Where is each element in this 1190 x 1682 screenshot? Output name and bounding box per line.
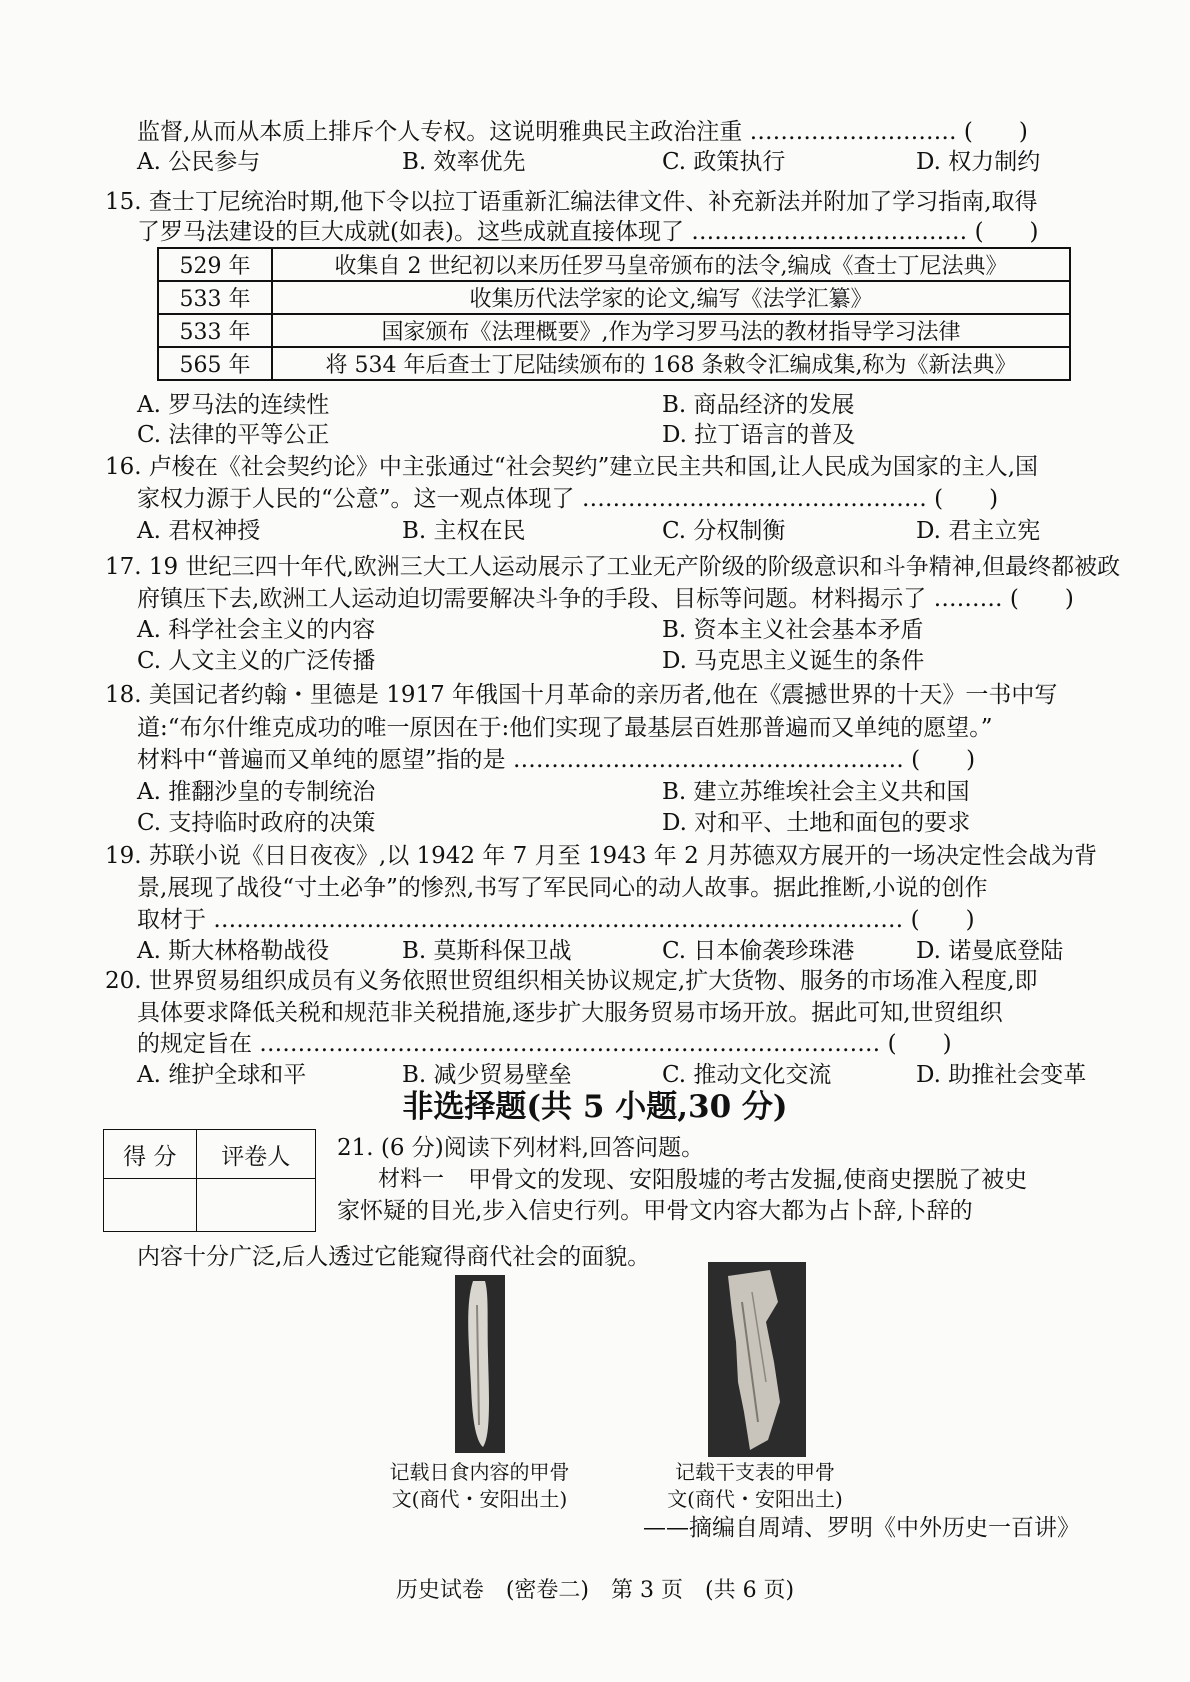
q20-option-c[interactable]: C. 推动文化交流 xyxy=(662,1062,832,1088)
q21-material-line3: 内容十分广泛,后人透过它能窥得商代社会的面貌。 xyxy=(137,1244,651,1270)
q15-option-b[interactable]: B. 商品经济的发展 xyxy=(662,392,855,418)
q16-option-c[interactable]: C. 分权制衡 xyxy=(662,518,786,544)
q18-option-b[interactable]: B. 建立苏维埃社会主义共和国 xyxy=(662,779,970,805)
table-row xyxy=(158,281,1070,314)
q20-option-d[interactable]: D. 助推社会变革 xyxy=(916,1062,1087,1088)
q17-option-c[interactable]: C. 人文主义的广泛传播 xyxy=(137,648,376,674)
q14-option-b[interactable]: B. 效率优先 xyxy=(402,149,526,175)
caption-eclipse-line2: 文(商代・安阳出土) xyxy=(391,1487,568,1511)
q18-line3: 材料中“普遍而又单纯的愿望”指的是 …………………………………………… ( ) xyxy=(137,747,976,773)
q20-line1: 20. 世界贸易组织成员有义务依照世贸组织相关协议规定,扩大货物、服务的市场准入程度,即 xyxy=(105,968,1038,994)
score-cell[interactable] xyxy=(104,1179,197,1232)
q16-option-d[interactable]: D. 君主立宪 xyxy=(916,518,1041,544)
q19-option-b[interactable]: B. 莫斯科保卫战 xyxy=(402,938,572,964)
q14-option-a[interactable]: A. 公民参与 xyxy=(137,149,261,175)
table-row xyxy=(158,314,1070,347)
oracle-bone-photo-eclipse xyxy=(455,1275,505,1453)
q19-line3: 取材于 ……………………………………………………………………………… ( ) xyxy=(137,907,975,933)
q15-line1: 15. 查士丁尼统治时期,他下令以拉丁语重新汇编法律文件、补充新法并附加了学习指南,取得 xyxy=(105,189,1038,215)
table-year: 533 年 xyxy=(158,281,272,314)
q19-option-c[interactable]: C. 日本偷袭珍珠港 xyxy=(662,938,855,964)
score-label: 得 分 xyxy=(104,1130,197,1179)
q17-option-a[interactable]: A. 科学社会主义的内容 xyxy=(137,617,376,643)
table-year: 533 年 xyxy=(158,314,272,347)
q15-option-d[interactable]: D. 拉丁语言的普及 xyxy=(662,422,856,448)
q18-line1: 18. 美国记者约翰・里德是 1917 年俄国十月革命的亲历者,他在《震撼世界的十天》一书中写 xyxy=(105,682,1058,708)
caption-ganzhi-line2: 文(商代・安阳出土) xyxy=(667,1487,843,1511)
q19-option-d[interactable]: D. 诺曼底登陆 xyxy=(916,938,1064,964)
q19-line2: 景,展现了战役“寸土必争”的惨烈,书写了军民同心的动人故事。据此推断,小说的创作 xyxy=(137,875,988,901)
table-year: 565 年 xyxy=(158,347,272,380)
q18-option-c[interactable]: C. 支持临时政府的决策 xyxy=(137,810,376,836)
q14-option-d[interactable]: D. 权力制约 xyxy=(916,149,1041,175)
table-text: 将 534 年后查士丁尼陆续颁布的 168 条敕令汇编成集,称为《新法典》 xyxy=(272,347,1070,380)
grader-cell[interactable] xyxy=(196,1179,315,1232)
q17-line1: 17. 19 世纪三四十年代,欧洲三大工人运动展示了工业无产阶级的阶级意识和斗争精神,但最终都被政 xyxy=(105,554,1121,580)
q16-option-a[interactable]: A. 君权神授 xyxy=(137,518,261,544)
q19-line1: 19. 苏联小说《日日夜夜》,以 1942 年 7 月至 1943 年 2 月苏德双方展开的一场决定性会战为背 xyxy=(105,843,1098,869)
table-text: 收集自 2 世纪初以来历任罗马皇帝颁布的法令,编成《查士丁尼法典》 xyxy=(272,248,1070,281)
q14-option-c[interactable]: C. 政策执行 xyxy=(662,149,786,175)
q14-tail: 监督,从而从本质上排斥个人专权。这说明雅典民主政治注重 ……………………… ( ) xyxy=(137,119,1028,145)
table-text: 国家颁布《法理概要》,作为学习罗马法的教材指导学习法律 xyxy=(272,314,1070,347)
q21-material-line2: 家怀疑的目光,步入信史行列。甲骨文内容大都为占卜辞,卜辞的 xyxy=(337,1198,973,1224)
q17-option-d[interactable]: D. 马克思主义诞生的条件 xyxy=(662,648,925,674)
grader-label: 评卷人 xyxy=(196,1130,315,1179)
q15-line2: 了罗马法建设的巨大成就(如表)。这些成就直接体现了 ……………………………… ( ) xyxy=(137,219,1039,245)
q17-line2: 府镇压下去,欧洲工人运动迫切需要解决斗争的手段、目标等问题。材料揭示了 ……… ( ) xyxy=(137,586,1074,612)
table-row xyxy=(158,248,1070,281)
q18-option-a[interactable]: A. 推翻沙皇的专制统治 xyxy=(137,779,376,805)
table-row xyxy=(158,347,1070,380)
q18-line2: 道:“布尔什维克成功的唯一原因在于:他们实现了最基层百姓那普遍而又单纯的愿望。” xyxy=(137,715,993,741)
q20-line3: 的规定旨在 ……………………………………………………………………… ( ) xyxy=(137,1031,952,1057)
q20-line2: 具体要求降低关税和规范非关税措施,逐步扩大服务贸易市场开放。据此可知,世贸组织 xyxy=(137,1000,1003,1026)
q18-option-d[interactable]: D. 对和平、土地和面包的要求 xyxy=(662,810,971,836)
q16-option-b[interactable]: B. 主权在民 xyxy=(402,518,526,544)
justinian-law-table xyxy=(157,247,1071,381)
q16-line2: 家权力源于人民的“公意”。这一观点体现了 ……………………………………… ( ) xyxy=(137,486,999,512)
q15-option-c[interactable]: C. 法律的平等公正 xyxy=(137,422,330,448)
q20-option-a[interactable]: A. 维护全球和平 xyxy=(137,1062,307,1088)
q16-line1: 16. 卢梭在《社会契约论》中主张通过“社会契约”建立民主共和国,让人民成为国家的主人,国 xyxy=(105,454,1039,480)
q20-option-b[interactable]: B. 减少贸易壁垒 xyxy=(402,1062,572,1088)
section-title: 非选择题(共 5 小题,30 分) xyxy=(402,1089,788,1125)
q19-option-a[interactable]: A. 斯大林格勒战役 xyxy=(137,938,330,964)
q21-head: 21. (6 分)阅读下列材料,回答问题。 xyxy=(337,1135,705,1161)
source-citation: ——摘编自周靖、罗明《中外历史一百讲》 xyxy=(643,1515,1080,1541)
q21-material-label: 材料一 xyxy=(378,1167,445,1192)
q17-option-b[interactable]: B. 资本主义社会基本矛盾 xyxy=(662,617,924,643)
table-year: 529 年 xyxy=(158,248,272,281)
oracle-bone-photo-ganzhi xyxy=(708,1262,806,1457)
score-table xyxy=(103,1129,316,1232)
q21-material-line1: 甲骨文的发现、安阳殷墟的考古发掘,使商史摆脱了被史 xyxy=(468,1167,1028,1193)
q15-option-a[interactable]: A. 罗马法的连续性 xyxy=(137,392,330,418)
caption-ganzhi-line1: 记载干支表的甲骨 xyxy=(675,1460,835,1484)
caption-eclipse-line1: 记载日食内容的甲骨 xyxy=(389,1460,570,1484)
page-footer: 历史试卷 (密卷二) 第 3 页 (共 6 页) xyxy=(395,1578,795,1603)
table-text: 收集历代法学家的论文,编写《法学汇纂》 xyxy=(272,281,1070,314)
